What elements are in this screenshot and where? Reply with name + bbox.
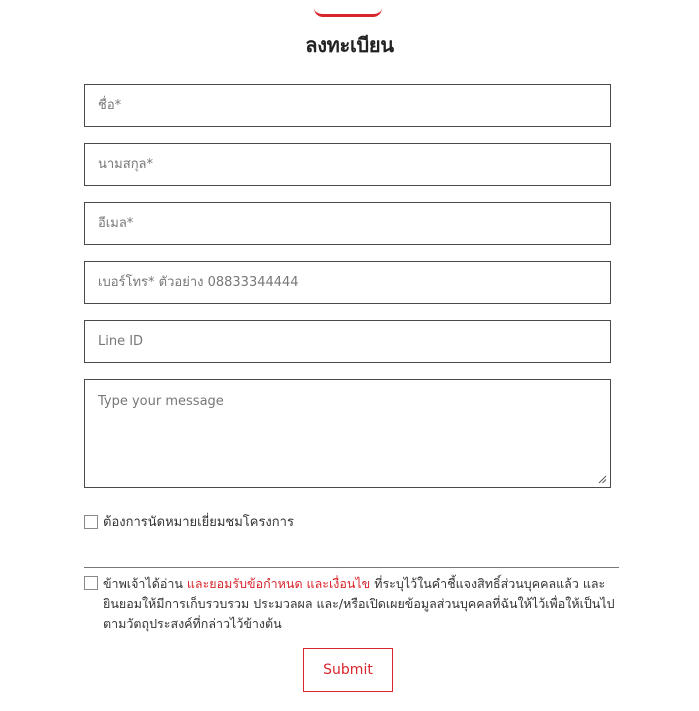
appointment-option[interactable] (84, 513, 294, 533)
appointment-checkbox[interactable] (84, 515, 98, 529)
line-id-field[interactable] (84, 320, 611, 363)
submit-button[interactable]: Submit (303, 648, 393, 692)
email-field[interactable] (84, 202, 611, 245)
message-field[interactable] (84, 379, 611, 488)
title-accent-underline (314, 8, 382, 17)
last-name-field[interactable] (84, 143, 611, 186)
message-textarea[interactable] (85, 380, 610, 487)
first-name-input[interactable] (85, 85, 610, 126)
consent-text-before: ข้าพเจ้าได้อ่าน (103, 576, 187, 591)
first-name-field[interactable] (84, 84, 611, 127)
consent-text-after: ที่ระบุไว้ในคำชี้แจงสิทธิ์ส่วนบุคคลแล้ว และยินยอมให้มีการเก็บรวบรวม ประมวลผล และ/หรือเปิดเผยข้อมูลส่วนบุคคลที่ฉันให้ไว้เพื่อให้เป็นไปตามวัตถุประสงค์ที่กล่าวไว้ข้างต้น (103, 576, 615, 631)
resize-handle-icon[interactable] (598, 475, 607, 484)
section-divider (84, 567, 619, 568)
email-input[interactable] (85, 203, 610, 244)
terms-link[interactable]: และยอมรับข้อกำหนด และเงื่อนไข (186, 576, 371, 591)
line-id-input[interactable] (85, 321, 610, 362)
appointment-checkbox-label: ต้องการนัดหมายเยี่ยมชมโครงการ (103, 515, 294, 530)
consent-text (103, 574, 623, 634)
last-name-input[interactable] (85, 144, 610, 185)
phone-input[interactable] (85, 262, 610, 303)
consent-checkbox[interactable] (84, 576, 98, 590)
phone-field[interactable] (84, 261, 611, 304)
page-title: ลงทะเบียน (305, 33, 394, 57)
